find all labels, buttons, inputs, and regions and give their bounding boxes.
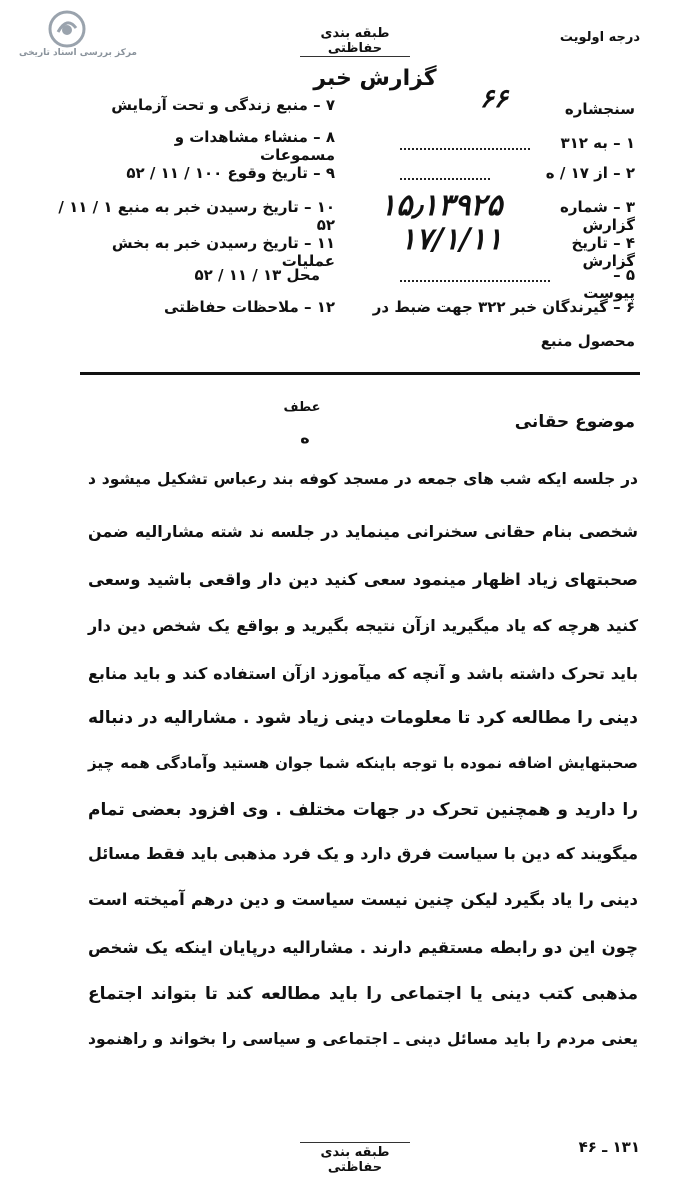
archive-emblem-icon bbox=[48, 10, 86, 48]
header-classification: درجه اولویت bbox=[559, 30, 640, 45]
field-10-received-date: ۱۰ – تاریخ رسیدن خبر به منبع ۱ / ۱۱ / ۵۲ bbox=[58, 198, 335, 234]
body-line-5: باید تحرک داشته باشد و آنچه که میآموزد ازآن استفاده کند و باید منابع bbox=[88, 664, 638, 683]
field-1-to: ۱ – به ۳۱۲ bbox=[560, 134, 635, 152]
body-line-11: چون این دو رابطه مستقیم دارند . مشارالیه درپایان اینکه یک شخص bbox=[88, 938, 638, 957]
footer-page-ref: ۱۳۱ ـ ۴۶ bbox=[578, 1138, 640, 1156]
archive-logo bbox=[18, 10, 138, 58]
subject-line: موضوع حقانی bbox=[514, 412, 635, 432]
footer-classification: طبقه بندی حفاظتی bbox=[300, 1142, 410, 1175]
body-line-4: کنید هرچه که یاد میگیرید ازآن نتیجه بگیرید و بواقع یک شخص دین دار bbox=[88, 616, 638, 635]
body-line-6: دینی را مطالعه کرد تا معلومات دینی زیاد شود . مشارالیه در دنباله bbox=[88, 708, 638, 728]
body-line-10: دینی را یاد بگیرد لیکن چنین نیست سیاست و دین درهم آمیخته است bbox=[88, 890, 638, 909]
field-5-dots bbox=[400, 280, 550, 282]
margin-note-top: عطف bbox=[283, 400, 321, 415]
field-6-recipients: ۶ – گیرندگان خبر ۳۲۲ جهت ضبط در bbox=[372, 298, 635, 316]
body-line-13: یعنی مردم را باید مسائل دینی ـ اجتماعی و سیاسی را بخواند و راهنمود bbox=[88, 1030, 638, 1048]
body-line-8: را دارید و همچنین تحرک در جهات مختلف . وی افزود بعضی تمام bbox=[88, 800, 638, 820]
body-line-1: در جلسه ایکه شب های جمعه در مسجد کوفه بند رعباس تشکیل میشود د bbox=[88, 470, 638, 488]
body-line-3: صحبتهای زیاد اظهار مینمود سعی کنید دین دار واقعی باشید وسعی bbox=[88, 570, 638, 589]
archive-logo-caption: مرکز بررسی اسناد تاریخی bbox=[18, 48, 138, 58]
margin-note-bottom: ه bbox=[300, 428, 310, 447]
handwritten-header-number: ۶۶ bbox=[480, 84, 508, 114]
field-9-event-date: ۹ – تاریخ وقوع ۱۰۰ / ۱۱ / ۵۲ bbox=[126, 164, 335, 182]
field-4-report-date: ۴ – تاریخ گزارش bbox=[571, 234, 635, 270]
body-line-2: شخصی بنام حقانی سخنرانی مینماید در جلسه ند شته مشارالیه ضمن bbox=[88, 522, 638, 541]
field-3-report-number: ۳ – شماره گزارش bbox=[559, 198, 635, 234]
field-11-location: محل ۱۳ / ۱۱ / ۵۲ bbox=[194, 266, 320, 284]
field-2-dots bbox=[400, 178, 490, 180]
field-6-recipients-cont: محصول منبع bbox=[540, 332, 635, 350]
field-12-security-notes: ۱۲ – ملاحظات حفاظتی bbox=[164, 298, 335, 316]
body-line-7: صحبتهایش اضافه نموده با توجه باینکه شما جوان هستید وآمادگی همه چیز bbox=[88, 754, 638, 772]
handwritten-report-date: ۱۷/۱/۱۱ bbox=[400, 222, 503, 257]
body-line-9: میگویند که دین با سیاست فرق دارد و یک فرد مذهبی باید فقط مسائل bbox=[88, 844, 638, 863]
header-divider bbox=[80, 372, 640, 375]
field-7-source: ۷ – منبع زندگی و تحت آزمایش bbox=[111, 96, 335, 114]
field-1-dots bbox=[400, 148, 530, 150]
field-8-origin: ۸ – منشاء مشاهدات و مسموعات bbox=[174, 128, 335, 164]
field-11-ops-date: ۱۱ – تاریخ رسیدن خبر به بخش عملیات bbox=[111, 234, 335, 270]
field-2-from: ۲ – از ۱۷ / ه bbox=[545, 164, 635, 182]
field-5-attachment: ۵ – پیوست bbox=[583, 266, 635, 302]
page-title: گزارش خبر bbox=[313, 66, 437, 91]
handwritten-report-number: ۱۵٫۱۳۹۲۵ bbox=[380, 188, 503, 223]
header-subhead: طبقه بندی حفاظتی bbox=[300, 26, 410, 57]
field-ref: سنجشاره bbox=[564, 100, 635, 118]
body-line-12: مذهبی کتب دینی یا اجتماعی را باید مطالعه کند تا بتواند اجتماع bbox=[88, 984, 638, 1004]
